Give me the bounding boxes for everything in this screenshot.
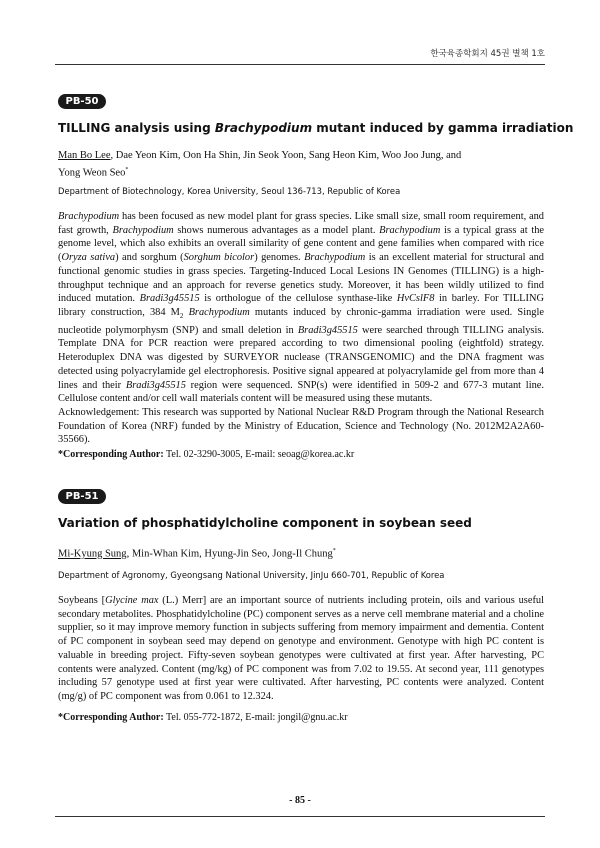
acknowledgement: Acknowledgement: This research was supported by National Nuclear R&D Program through the National Research Foundation of Korea (NRF) funded by the Ministry of Education, Science and Technology (No. 2012M2A2A60-35566). — [58, 406, 544, 446]
journal-header: 한국육종학회지 45권 별책 1호 — [430, 49, 545, 59]
abstract-body: Soybeans [Glycine max (L.) Merr] are an important source of nutrients including protein, oils and various useful secondary metabolites. Phosphatidylcholine (PC) component serves as a nerve cell membrane material and a choline supplier, so it may improve memory function in subjects suffering from memory impairment and dementia. Content of PC component in soybean seed may depend on genotype and environment. Genotype with high PC content is valuable in breeding project. Fifty-seven soybean genotypes were cultivated at first year. After harvesting, PC contents were analyzed. Content (mg/kg) of PC component was from 7.02 to 19.55. At second year, 111 genotypes including 57 genotype used at first year were cultivated. After harvesting, PC contents were analyzed. Content (mg/g) of PC component was from 0.061 to 12.324. — [58, 595, 545, 702]
corresponding-author: *Corresponding Author: Tel. 02-3290-3005, E-mail: seoag@korea.ac.kr — [58, 449, 355, 460]
footer-divider — [55, 816, 545, 817]
contact-info: Tel. 02-3290-3005, E-mail: seoag@korea.ac.kr — [163, 449, 355, 460]
corresponding-author: *Corresponding Author: Tel. 055-772-1872, E-mail: jongil@gnu.ac.kr — [58, 712, 348, 723]
author-list: Mi-Kyung Sung, Min-Whan Kim, Hyung-Jin Seo, Jong-Il Chung* — [58, 548, 336, 560]
contact-info: Tel. 055-772-1872, E-mail: jongil@gnu.ac.kr — [163, 712, 348, 723]
abstract-id-badge: PB-51 — [58, 489, 106, 504]
presenting-author: Man Bo Lee — [58, 150, 111, 161]
presenting-author: Mi-Kyung Sung — [58, 548, 127, 560]
abstract-body: Brachypodium has been focused as new model plant for grass species. Like small size, small room requirement, and fast growth, Brachypodium shows numerous advantages as a model plant. Brachypodium is a typical grass at the genome level, which also exhibits an overall similarity of gene content and gene families when compared with rice (Oryza sativa) and sorghum (Sorghum bicolor) genomes. Brachypodium is an excellent material for structural and functional genomic studies in grass species. Targeting-Induced Local Lesions IN Genomes (TILLING) is a high-throughput technique and an approach for reverse genetics study. Moreover, it has been wildly utilized to find induced mutation. Bradi3g45515 is orthologue of the cellulose synthase-like HvCslF8 in barley. For TILLING library construction, 384 $M_2$ Brachypodium mutants induced by chronic-gamma irradiation were used. Single nucleotide polymorphysm (SNP) and small deletion in Bradi3g45515 were searched through TILLING analysis. Template DNA for PCR reaction were prepared according to two dimensional pooling (eightfold) strategy. Heteroduplex DNA was digested by SURVEYOR nuclease (TRANSGENOMIC) and the DNA fragment was detected using polyacrylamide gel electrophoresis. Positive signal appeared at polyacrylamide gel from more than 4 lines and their Bradi3g45515 region were sequenced. SNP(s) were identified in 509-2 and 677-3 mutant line. Cellulose content and/or cell wall materials content will be measured using these mutants. Acknowledgement: This research was supported by National Nuclear R&D Program through the National Research Foundation of Korea (NRF) funded by the Ministry of Education, Science and Technology (No. 2012M2A2A60-35566). — [58, 211, 545, 446]
header-divider — [55, 64, 545, 65]
page-number: - 85 - — [289, 795, 311, 806]
abstract-title: Variation of phosphatidylcholine component in soybean seed — [58, 516, 472, 530]
affiliation: Department of Biotechnology, Korea University, Seoul 136-713, Republic of Korea — [58, 186, 401, 196]
affiliation: Department of Agronomy, Gyeongsang National University, JinJu 660-701, Republic of Korea — [58, 570, 445, 580]
author-list: Man Bo Lee, Dae Yeon Kim, Oon Ha Shin, Jin Seok Yoon, Sang Heon Kim, Woo Joo Jung, and Yong Weon Seo* — [58, 150, 462, 179]
abstract-id-badge: PB-50 — [58, 94, 106, 109]
abstract-title: TILLING analysis using Brachypodium mutant induced by gamma irradiation — [58, 121, 574, 135]
